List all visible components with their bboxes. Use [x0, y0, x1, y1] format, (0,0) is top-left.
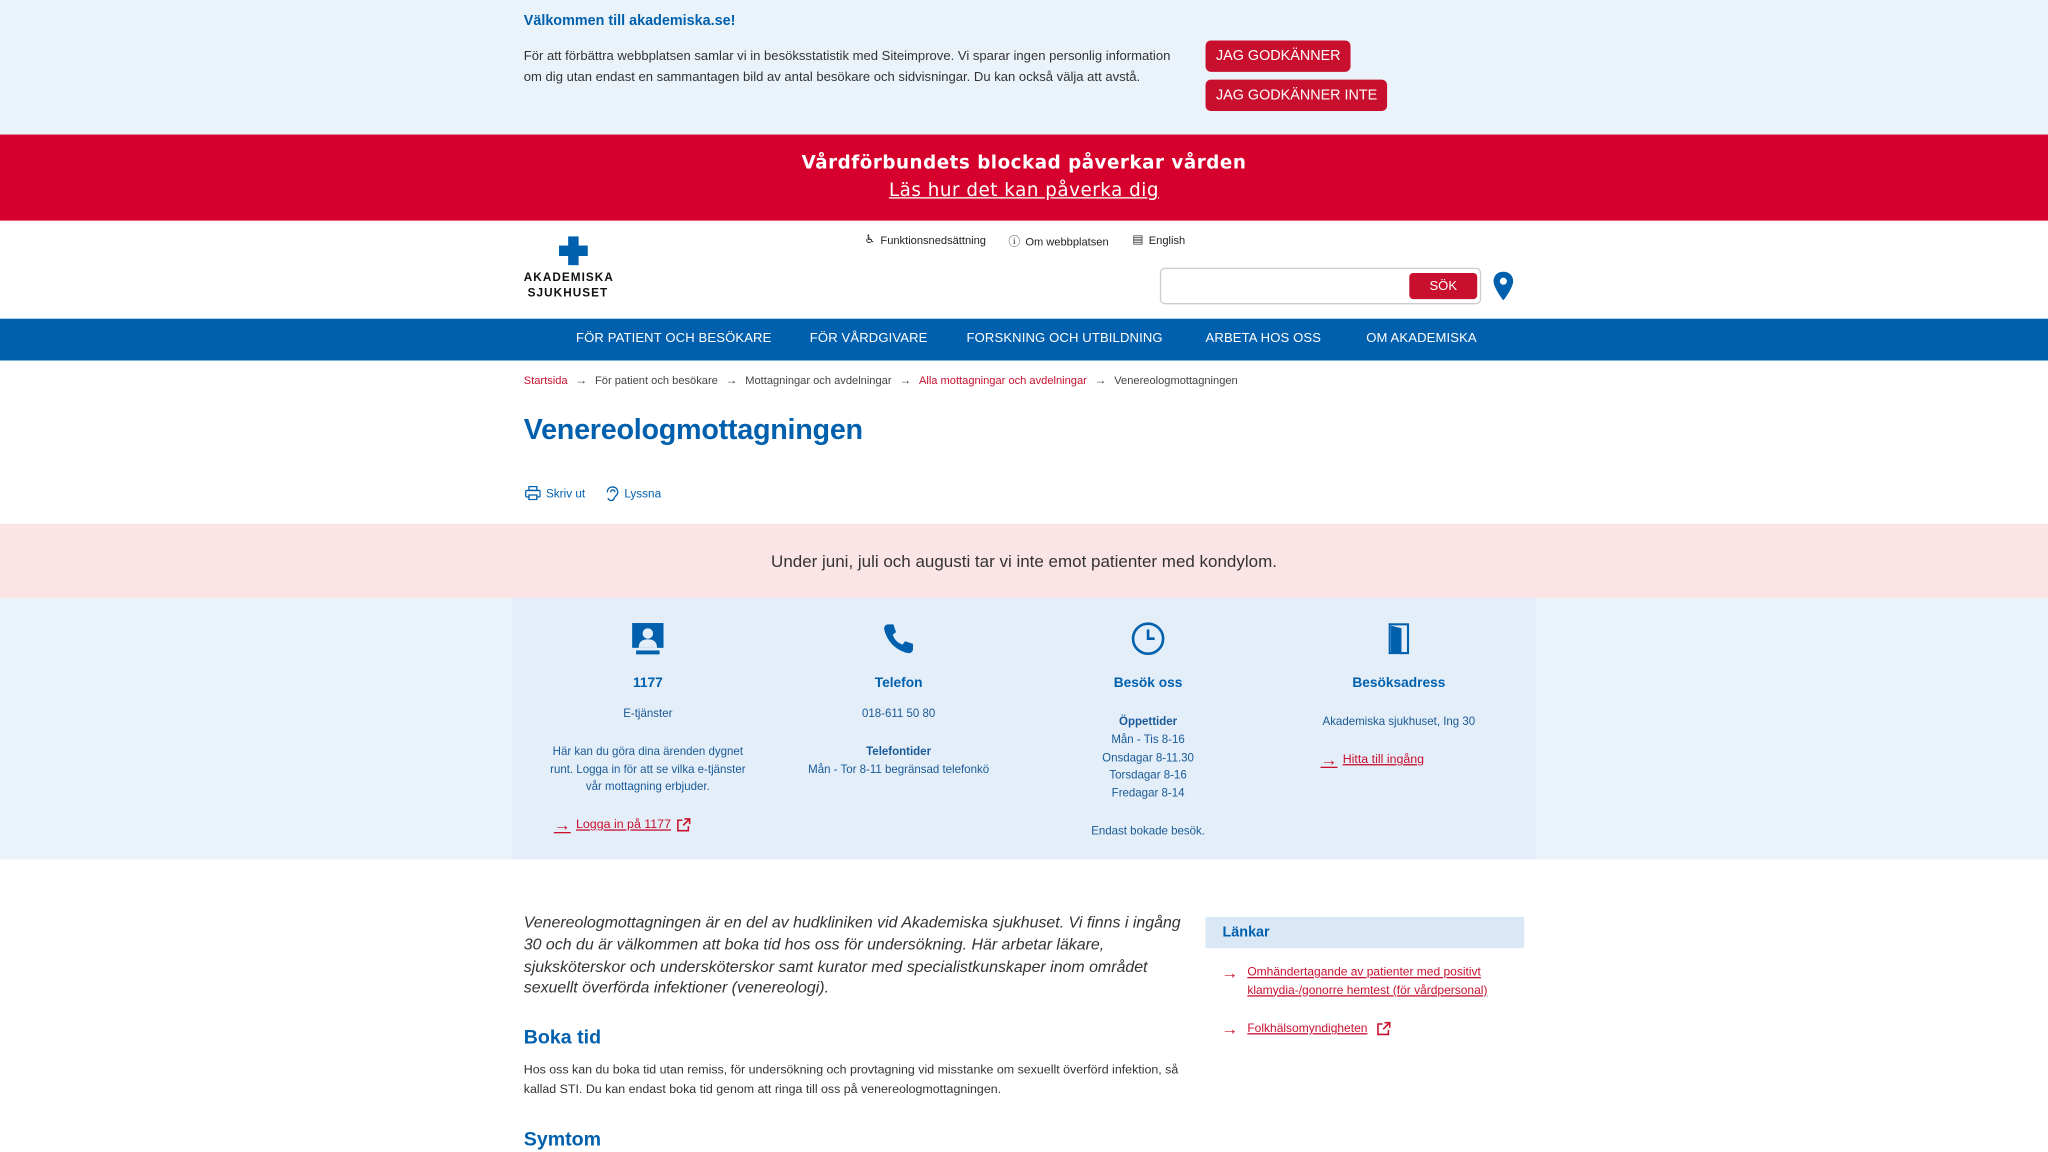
print-button[interactable]: [525, 486, 585, 500]
phone-times-label: Telefontider: [866, 744, 932, 758]
arrow-right-icon: →: [1221, 962, 1239, 983]
col-1177-sub: E-tjänster: [623, 706, 673, 720]
section-heading-symtom: Symtom: [523, 1128, 602, 1151]
door-icon: [1382, 622, 1416, 656]
search-input[interactable]: [1166, 273, 1401, 299]
col-1177-heading: 1177: [632, 675, 663, 691]
notice-banner: [0, 524, 2048, 598]
translate-icon: ▤: [1132, 232, 1144, 246]
links-item[interactable]: [1221, 964, 1495, 999]
search-box: [1160, 268, 1481, 305]
util-about-link[interactable]: [1008, 232, 1108, 249]
printer-icon: [525, 486, 541, 500]
util-label: English: [1148, 233, 1186, 247]
login-1177-link[interactable]: [554, 815, 691, 835]
util-label: Om webbplatsen: [1025, 234, 1109, 248]
links-item[interactable]: [1221, 1020, 1391, 1038]
arrow-right-icon: →: [1320, 749, 1338, 770]
alert-banner: [0, 135, 2048, 221]
links-heading: Länkar: [1206, 917, 1525, 948]
util-english-link[interactable]: [1132, 232, 1185, 246]
listen-label: Lyssna: [624, 487, 662, 501]
cookie-title: Välkommen till akademiska.se!: [523, 13, 736, 29]
ear-icon: [603, 486, 619, 502]
print-label: Skriv ut: [545, 486, 586, 500]
phone-times: Mån - Tor 8-11 begränsad telefonkö: [808, 762, 990, 776]
arrow-right-icon: →: [899, 373, 912, 387]
lead-paragraph: Venereologmottagningen är en del av hudkliniken vid Akademiska sjukhuset. Vi finns i ingång 30 och du är välkommen att boka tid hos oss för undersökning. Här arbetar läkare, sjuksköterskor och undersköterskor samt kurator med specialistkunskaper inom området sexuellt överförda infektioner (venereologi).: [523, 912, 1181, 998]
section-heading-boka: Boka tid: [523, 1026, 602, 1049]
logo-line-2: SJUKHUSET: [527, 286, 609, 300]
main-nav: [0, 319, 2048, 361]
listen-button[interactable]: [603, 486, 661, 502]
breadcrumb-item[interactable]: För patient och besökare: [594, 373, 718, 387]
col-address-heading: Besöksadress: [1352, 675, 1446, 691]
hours-line: Fredagar 8-14: [1111, 786, 1185, 800]
nav-research[interactable]: FORSKNING OCH UTBILDNING: [966, 331, 1163, 347]
arrow-right-icon: →: [1221, 1018, 1239, 1039]
links-item-label: Omhändertagande av patienter med positivt klamydia-/gonorre hemtest (för vårdpersonal): [1247, 965, 1488, 996]
search-button[interactable]: SÖK: [1409, 273, 1477, 299]
nav-about[interactable]: OM AKADEMISKA: [1366, 331, 1477, 347]
find-entrance-link[interactable]: [1320, 750, 1424, 770]
breadcrumb-item[interactable]: Alla mottagningar och avdelningar: [918, 373, 1087, 387]
breadcrumb: [524, 374, 1238, 387]
links-box: [1206, 917, 1525, 1039]
boka-paragraph: Hos oss kan du boka tid utan remiss, för undersökning och provtagning vid misstanke om sexuellt överförd infektion, så kallad STI. Du kan endast boka tid genom att ringa till oss på venereologmottagningen.: [523, 1063, 1179, 1098]
info-icon: ⓘ: [1008, 235, 1021, 249]
col-1177-desc: Här kan du göra dina ärenden dygnet runt. Logga in för att se vilka e-tjänster vår mottagning erbjuder.: [550, 744, 746, 794]
phone-number[interactable]: 018-611 50 80: [861, 706, 936, 720]
external-link-icon: [1377, 1021, 1391, 1035]
external-link-icon: [676, 818, 690, 832]
breadcrumb-item[interactable]: Startsida: [523, 373, 568, 387]
arrow-right-icon: →: [575, 373, 588, 387]
cross-logo-icon: [559, 236, 588, 265]
logo[interactable]: [524, 236, 628, 304]
find-entrance-label: Hitta till ingång: [1342, 752, 1425, 767]
map-pin-icon[interactable]: [1493, 272, 1514, 301]
col-phone-heading: Telefon: [874, 675, 923, 691]
visit-address: Akademiska sjukhuset, Ing 30: [1322, 714, 1476, 728]
cookie-text: För att förbättra webbplatsen samlar vi in besöksstatistik med Siteimprove. Vi sparar ingen personlig information om dig utan endast en sammantagen bild av antal besökare och sidvisningar. Du kan också välja att avstå.: [523, 49, 1171, 85]
accessibility-icon: ♿: [864, 232, 876, 246]
col-visit-heading: Besök oss: [1113, 675, 1183, 691]
hours-line: Torsdagar 8-16: [1109, 768, 1187, 782]
notice-text: Under juni, juli och augusti tar vi inte emot patienter med kondylom.: [771, 551, 1277, 571]
util-label: Funktionsnedsättning: [880, 233, 986, 247]
nav-caregivers[interactable]: FÖR VÅRDGIVARE: [809, 331, 928, 347]
login-1177-label: Logga in på 1177: [575, 817, 671, 832]
person-screen-icon: [631, 622, 665, 656]
alert-headline: Vårdförbundets blockad påverkar vården: [801, 152, 1247, 174]
visit-note: Endast bokade besök.: [1091, 823, 1205, 837]
decline-cookies-button[interactable]: JAG GODKÄNNER INTE: [1206, 80, 1388, 111]
clock-icon: [1131, 622, 1165, 656]
cookie-banner: [0, 0, 2048, 135]
breadcrumb-current: Venereologmottagningen: [1114, 373, 1238, 387]
opening-hours-label: Öppettider: [1119, 714, 1178, 728]
phone-icon: [882, 622, 916, 656]
accept-cookies-button[interactable]: JAG GODKÄNNER: [1206, 40, 1351, 71]
arrow-right-icon: →: [1094, 373, 1107, 387]
links-item-label: Folkhälsomyndigheten: [1247, 1021, 1368, 1035]
nav-patient[interactable]: FÖR PATIENT OCH BESÖKARE: [575, 331, 772, 347]
page-title: Venereologmottagningen: [523, 412, 863, 446]
hours-line: Onsdagar 8-11.30: [1102, 750, 1194, 764]
arrow-right-icon: →: [553, 815, 571, 835]
nav-careers[interactable]: ARBETA HOS OSS: [1205, 331, 1322, 347]
breadcrumb-item[interactable]: Mottagningar och avdelningar: [745, 373, 892, 387]
util-accessibility-link[interactable]: [865, 232, 986, 246]
alert-link[interactable]: Läs hur det kan påverka dig: [888, 180, 1160, 202]
logo-line-1: AKADEMISKA: [523, 270, 614, 284]
arrow-right-icon: →: [725, 373, 738, 387]
hours-line: Mån - Tis 8-16: [1111, 732, 1185, 746]
